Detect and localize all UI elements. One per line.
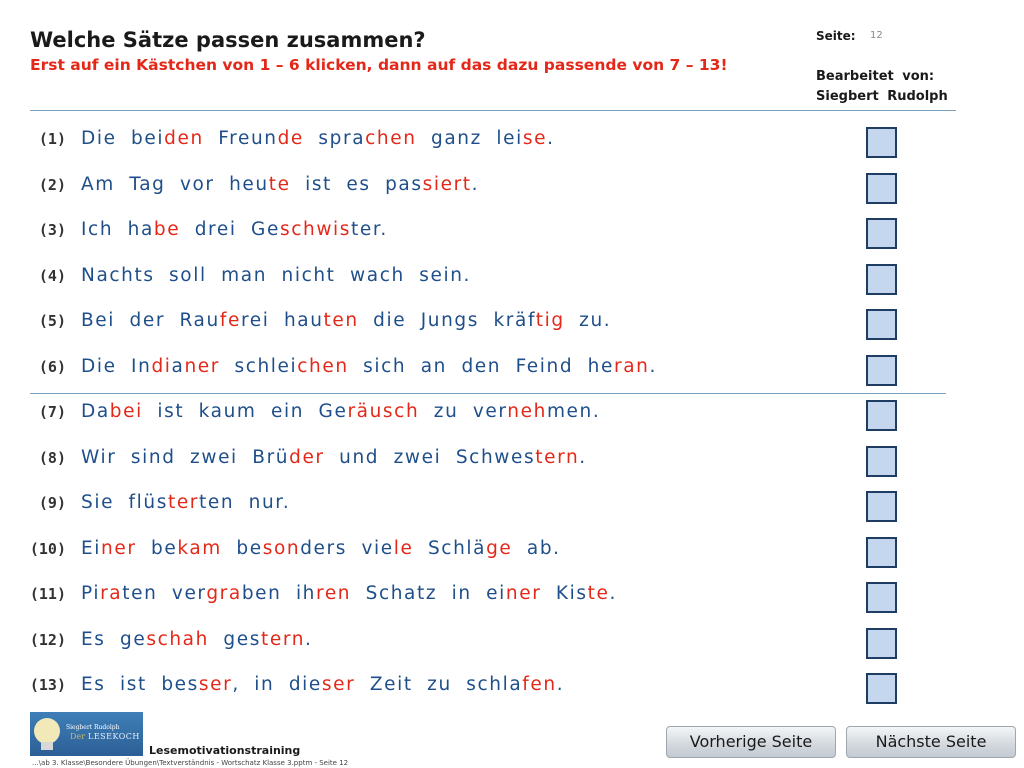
match-checkbox[interactable] (866, 173, 897, 204)
editor-info (816, 67, 948, 107)
logo-prefix: Der (70, 732, 85, 741)
editor-label: Bearbeitet von: (816, 69, 935, 84)
sentence-text: Dabei ist kaum ein Geräusch zu vernehmen. (81, 401, 601, 422)
match-checkbox[interactable] (866, 127, 897, 158)
sentence-number: (9) (38, 494, 66, 512)
sentence-number: (4) (38, 266, 66, 285)
middle-divider (30, 393, 946, 394)
sentence-text: Bei der Rauferei hauten die Jungs kräftig zu. (81, 310, 612, 331)
sentence-text: Einer bekam besonders viele Schläge ab. (81, 537, 561, 559)
sentence-text: Es geschah gestern. (81, 628, 313, 650)
lightbulb-base-icon (41, 742, 53, 750)
match-checkbox[interactable] (866, 264, 897, 295)
sentence-number: (2) (38, 175, 66, 194)
editor-name: Siegbert Rudolph (816, 89, 948, 104)
match-checkbox[interactable] (866, 537, 897, 568)
previous-page-button[interactable]: Vorherige Seite (666, 726, 836, 758)
sentence-number: (13) (29, 676, 66, 694)
match-checkbox[interactable] (866, 355, 897, 386)
footer-title: Lesemotivationstraining (149, 744, 301, 757)
top-divider (30, 110, 956, 111)
logo-brand: LESEKOCH (88, 732, 140, 741)
sentence-number: (11) (29, 585, 66, 603)
instruction-text: Erst auf ein Kästchen von 1 – 6 klicken, dann auf das dazu passende von 7 – 13! (30, 56, 728, 74)
lightbulb-icon (34, 718, 60, 744)
page-label: Seite: (816, 29, 856, 43)
sentence-text: Es ist besser, in dieser Zeit zu schlafen. (81, 674, 565, 695)
match-checkbox[interactable] (866, 673, 897, 704)
sentence-number: (10) (29, 539, 66, 558)
sentence-number: (1) (38, 130, 66, 148)
sentence-number: (3) (38, 221, 66, 239)
sentence-text: Ich habe drei Geschwister. (81, 219, 388, 240)
logo-name: Siegbert Rudolph (66, 724, 120, 731)
page-title: Welche Sätze passen zusammen? (30, 28, 426, 52)
sentence-text: Die beiden Freunde sprachen ganz leise. (81, 128, 555, 149)
sentence-number: (12) (29, 630, 66, 649)
sentence-text: Sie flüsterten nur. (81, 492, 291, 513)
match-checkbox[interactable] (866, 491, 897, 522)
match-checkbox[interactable] (866, 400, 897, 431)
sentence-number: (5) (38, 312, 66, 330)
match-checkbox[interactable] (866, 582, 897, 613)
match-checkbox[interactable] (866, 446, 897, 477)
sentence-number: (8) (38, 448, 66, 467)
match-checkbox[interactable] (866, 309, 897, 340)
footer-file-path: ...\ab 3. Klasse\Besondere Übungen\Textverständnis - Wortschatz Klasse 3.pptm - Seite 12 (32, 759, 349, 767)
sentence-text: Wir sind zwei Brüder und zwei Schwestern. (81, 446, 587, 468)
sentence-number: (6) (38, 357, 66, 376)
page-number: 12 (870, 30, 883, 41)
next-page-button[interactable]: Nächste Seite (846, 726, 1016, 758)
sentence-text: Am Tag vor heute ist es passiert. (81, 173, 480, 195)
lesekoch-logo (30, 712, 143, 756)
sentence-text: Piraten vergraben ihren Schatz in einer Kiste. (81, 583, 617, 604)
match-checkbox[interactable] (866, 628, 897, 659)
match-checkbox[interactable] (866, 218, 897, 249)
sentence-number: (7) (38, 403, 66, 421)
sentence-text: Die Indianer schleichen sich an den Feind heran. (81, 355, 657, 377)
sentence-text: Nachts soll man nicht wach sein. (81, 264, 472, 286)
